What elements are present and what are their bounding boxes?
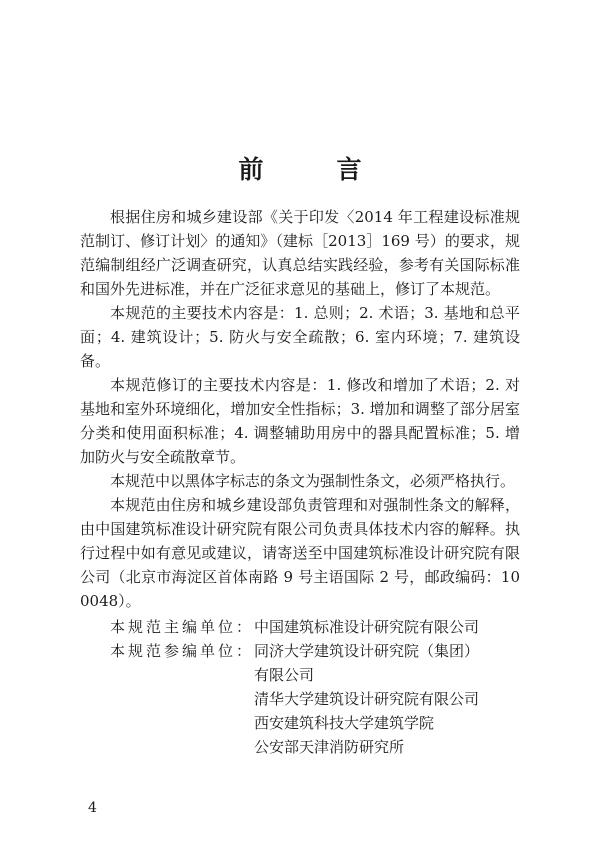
paragraph-basis: 根据住房和城乡建设部《关于印发〈2014 年工程建设标准规范制订、修订计划〉的通知》（建标［2013］169 号）的要求，规范编制组经广泛调查研究，认真总结实践经验，参考有关国际标准和国外先进标准，并在广泛征求意见的基础上，修订了本规范。 [80,208,520,298]
participating-editor-units [254,639,520,759]
preface-body [80,205,520,759]
participating-unit: 有限公司 [254,666,315,684]
participating-unit: 同济大学建筑设计研究院（集团） [254,642,480,660]
participating-editor-label: 本规范参编单位： [110,642,255,660]
participating-unit: 清华大学建筑设计研究院有限公司 [254,690,480,708]
chief-editor-units [254,615,520,639]
participating-editor-row [80,639,520,759]
paragraph-mandatory: 本规范中以黑体字标志的条文为强制性条文，必须严格执行。 [110,472,516,490]
chief-editor-row [80,615,520,639]
paragraph-main-content: 本规范的主要技术内容是：1. 总则；2. 术语；3. 基地和总平面；4. 建筑设计；5. 防火与安全疏散；6. 室内环境；7. 建筑设备。 [80,304,520,370]
editing-units [80,615,520,759]
participating-unit: 公安部天津消防研究所 [254,738,405,756]
chief-editor-label: 本规范主编单位： [110,618,255,636]
paragraph-revision-content: 本规范修订的主要技术内容是：1. 修改和增加了术语；2. 对基地和室外环境细化，增加安全性指标；3. 增加和调整了部分居室分类和使用面积标准；4. 调整辅助用房中的器具配置标准；5. 增加防火与安全疏散章节。 [80,376,520,466]
chief-editor-unit: 中国建筑标准设计研究院有限公司 [254,618,480,636]
page-number: 4 [88,800,97,816]
participating-unit: 西安建筑科技大学建筑学院 [254,714,435,732]
paragraph-management: 本规范由住房和城乡建设部负责管理和对强制性条文的解释，由中国建筑标准设计研究院有限公司负责具体技术内容的解释。执行过程中如有意见或建议，请寄送至中国建筑标准设计研究院有限公司（北京市海淀区首体南路 9 号主语国际 2 号，邮政编码：100048）。 [80,496,520,610]
page-title: 前 言 [238,155,386,184]
